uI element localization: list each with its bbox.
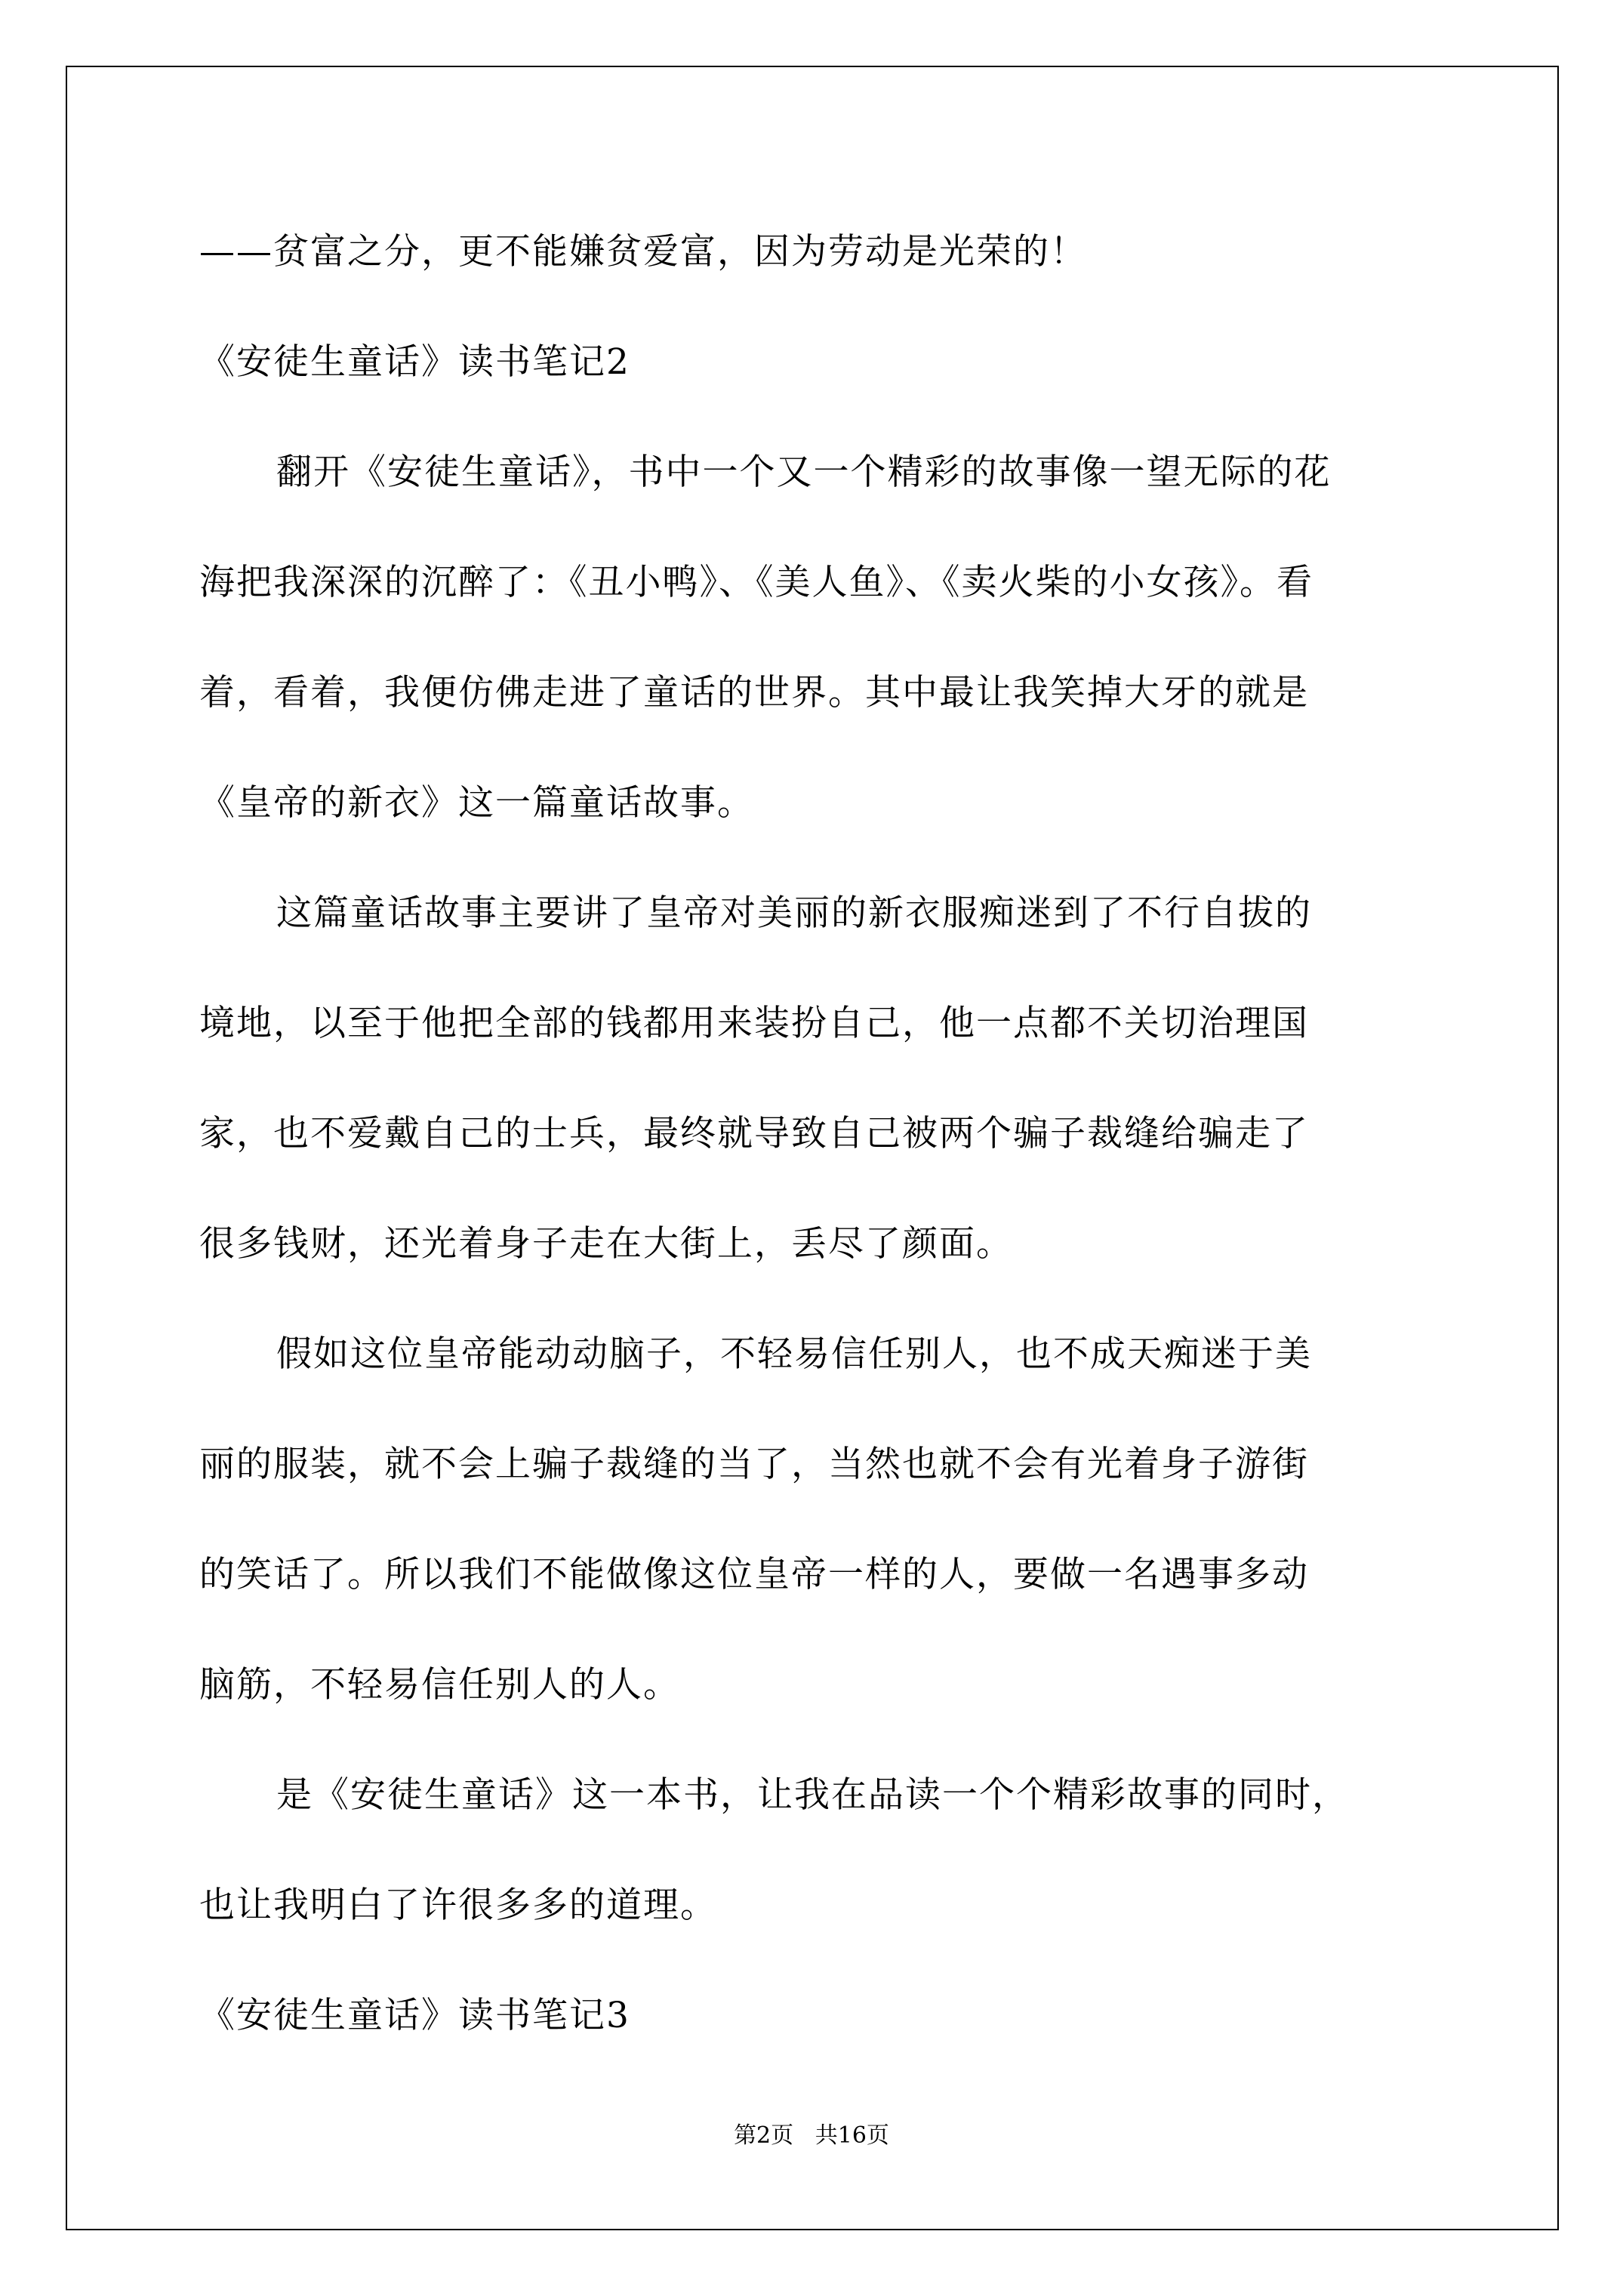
paragraph-line: 家，也不爱戴自己的士兵，最终就导致自己被两个骗子裁缝给骗走了 [199,1113,1309,1154]
paragraph-line: 是《安徒生童话》这一本书，让我在品读一个个精彩故事的同时， [276,1774,1349,1816]
paragraph-line: 境地，以至于他把全部的钱都用来装扮自己，他一点都不关切治理国 [199,1003,1309,1044]
paragraph-line: 的笑话了。所以我们不能做像这位皇帝一样的人，要做一名遇事多动 [199,1554,1309,1595]
section-heading: 《安徒生童话》读书笔记2 [199,341,630,383]
paragraph-line: 脑筋，不轻易信任别人的人。 [199,1664,680,1706]
paragraph-line: 很多钱财，还光着身子走在大街上，丢尽了颜面。 [199,1223,1013,1265]
paragraph-line: 海把我深深的沉醉了：《丑小鸭》、《美人鱼》、《卖火柴的小女孩》。看 [199,562,1313,603]
text-line: ——贫富之分，更不能嫌贫爱富，因为劳动是光荣的！ [199,231,1087,273]
paragraph-line: 翻开《安徒生童话》，书中一个又一个精彩的故事像一望无际的花 [276,451,1332,493]
paragraph-line: 着，看着，我便仿佛走进了童话的世界。其中最让我笑掉大牙的就是 [199,672,1309,713]
paragraph-line: 假如这位皇帝能动动脑子，不轻易信任别人，也不成天痴迷于美 [276,1333,1312,1375]
page-number-footer: 第2页 共16页 [734,2122,889,2149]
paragraph-line: 这篇童话故事主要讲了皇帝对美丽的新衣服痴迷到了不行自拔的 [276,892,1312,934]
section-heading: 《安徒生童话》读书笔记3 [199,1995,630,2036]
paragraph-line: 也让我明白了许很多多的道理。 [199,1885,717,1926]
paragraph-line: 《皇帝的新衣》这一篇童话故事。 [199,782,754,824]
paragraph-line: 丽的服装，就不会上骗子裁缝的当了，当然也就不会有光着身子游街 [199,1444,1309,1485]
